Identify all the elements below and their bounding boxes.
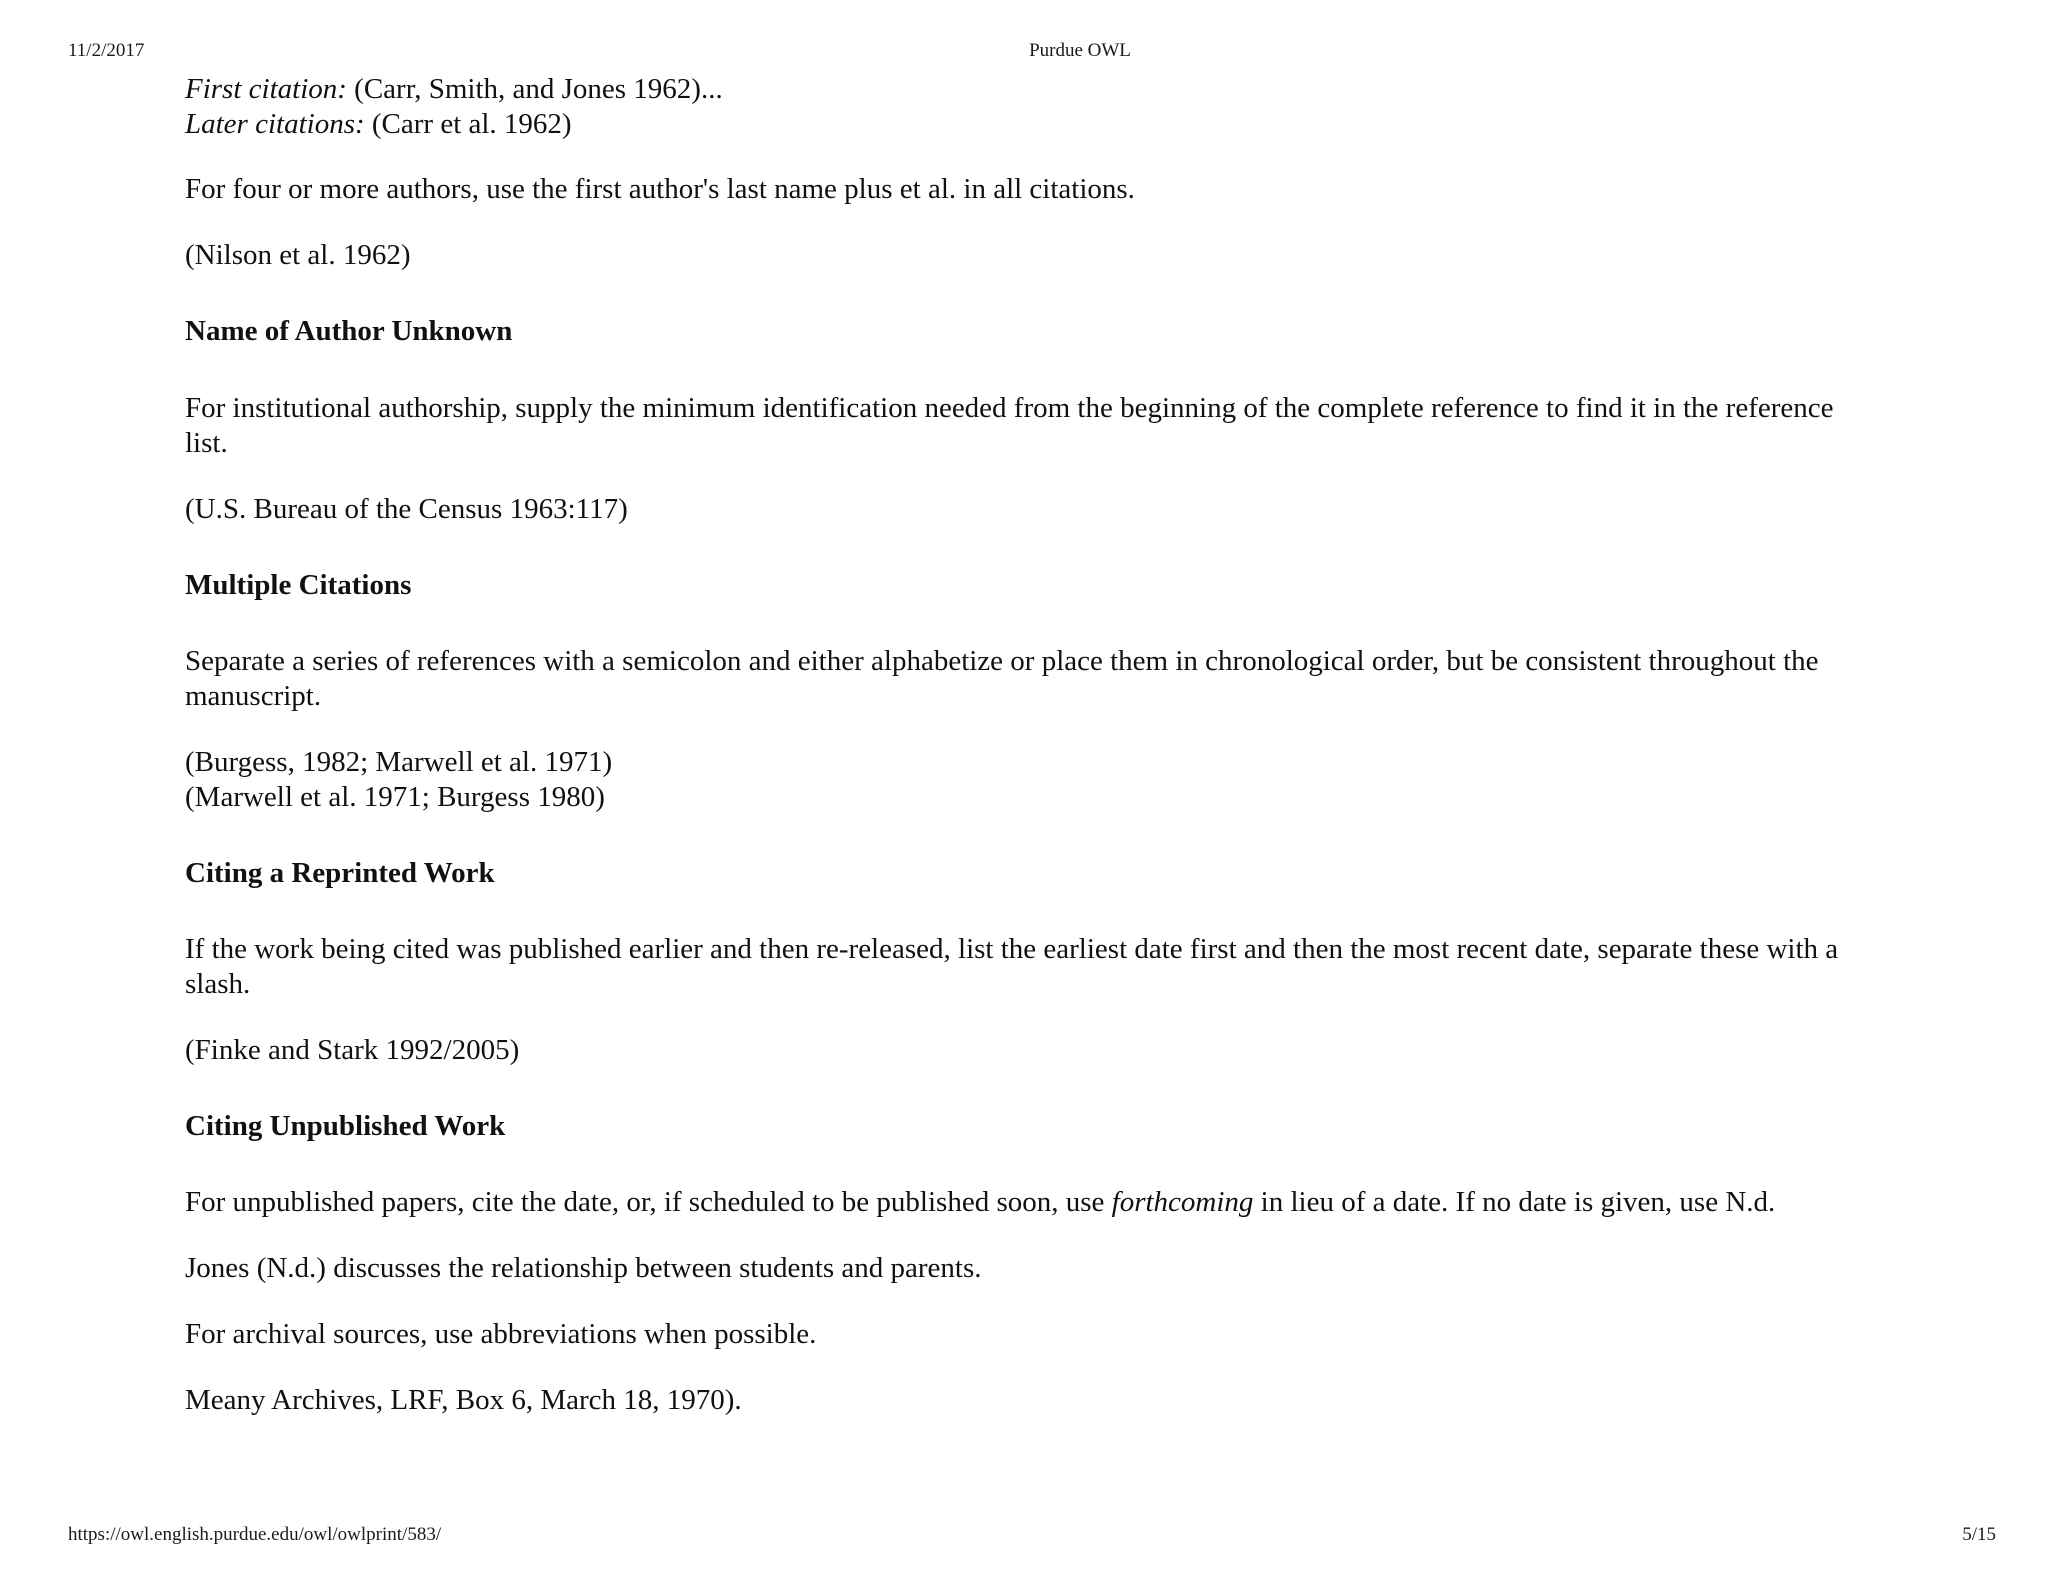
multiple-example-2: (Marwell et al. 1971; Burgess 1980) (185, 781, 605, 813)
print-footer (0, 1524, 2048, 1548)
unpublished-rule-end: in lieu of a date. If no date is given, use N.d. (1253, 1186, 1776, 1218)
unpublished-rule-start: For unpublished papers, cite the date, or, if scheduled to be published soon, use (185, 1186, 1112, 1218)
header-title: Purdue OWL (1029, 40, 1131, 61)
later-citation-line (185, 107, 1845, 142)
multiple-citations-rule: Separate a series of references with a semicolon and either alphabetize or place them in chronological order, but be consistent throughout the manuscript. (185, 645, 1819, 712)
later-citation-text: (Carr et al. 1962) (364, 108, 572, 140)
first-citation-line (185, 72, 1845, 107)
archival-example: Meany Archives, LRF, Box 6, March 18, 1970). (185, 1384, 742, 1416)
footer-url: https://owl.english.purdue.edu/owl/owlprint/583/ (68, 1524, 442, 1545)
four-authors-rule: For four or more authors, use the first author's last name plus et al. in all citations. (185, 173, 1135, 205)
first-citation-text: (Carr, Smith, and Jones 1962)... (346, 73, 723, 105)
header-date: 11/2/2017 (68, 40, 145, 61)
citation-examples (185, 72, 1845, 142)
heading-multiple-citations: Multiple Citations (185, 569, 412, 601)
unpublished-rule-italic: forthcoming (1111, 1186, 1254, 1218)
archival-rule: For archival sources, use abbreviations when possible. (185, 1318, 817, 1350)
print-header (0, 40, 2048, 64)
heading-reprinted-work: Citing a Reprinted Work (185, 857, 495, 889)
author-unknown-example: (U.S. Bureau of the Census 1963:117) (185, 493, 628, 525)
heading-unpublished-work: Citing Unpublished Work (185, 1110, 506, 1142)
document-body (185, 72, 1845, 1418)
first-citation-label: First citation: (185, 73, 347, 105)
reprinted-rule: If the work being cited was published earlier and then re-released, list the earliest date first and then the most recent date, separate these with a slash. (185, 933, 1839, 1000)
footer-page-number: 5/15 (1962, 1524, 1996, 1545)
four-authors-example: (Nilson et al. 1962) (185, 239, 411, 271)
unpublished-rule (185, 1185, 1845, 1220)
reprinted-example: (Finke and Stark 1992/2005) (185, 1034, 520, 1066)
unpublished-example: Jones (N.d.) discusses the relationship between students and parents. (185, 1252, 982, 1284)
multiple-citations-examples (185, 745, 1845, 815)
author-unknown-rule: For institutional authorship, supply the minimum identification needed from the beginning of the complete reference to find it in the reference list. (185, 392, 1834, 459)
multiple-example-1: (Burgess, 1982; Marwell et al. 1971) (185, 746, 613, 778)
heading-author-unknown: Name of Author Unknown (185, 315, 513, 347)
later-citation-label: Later citations: (185, 108, 365, 140)
